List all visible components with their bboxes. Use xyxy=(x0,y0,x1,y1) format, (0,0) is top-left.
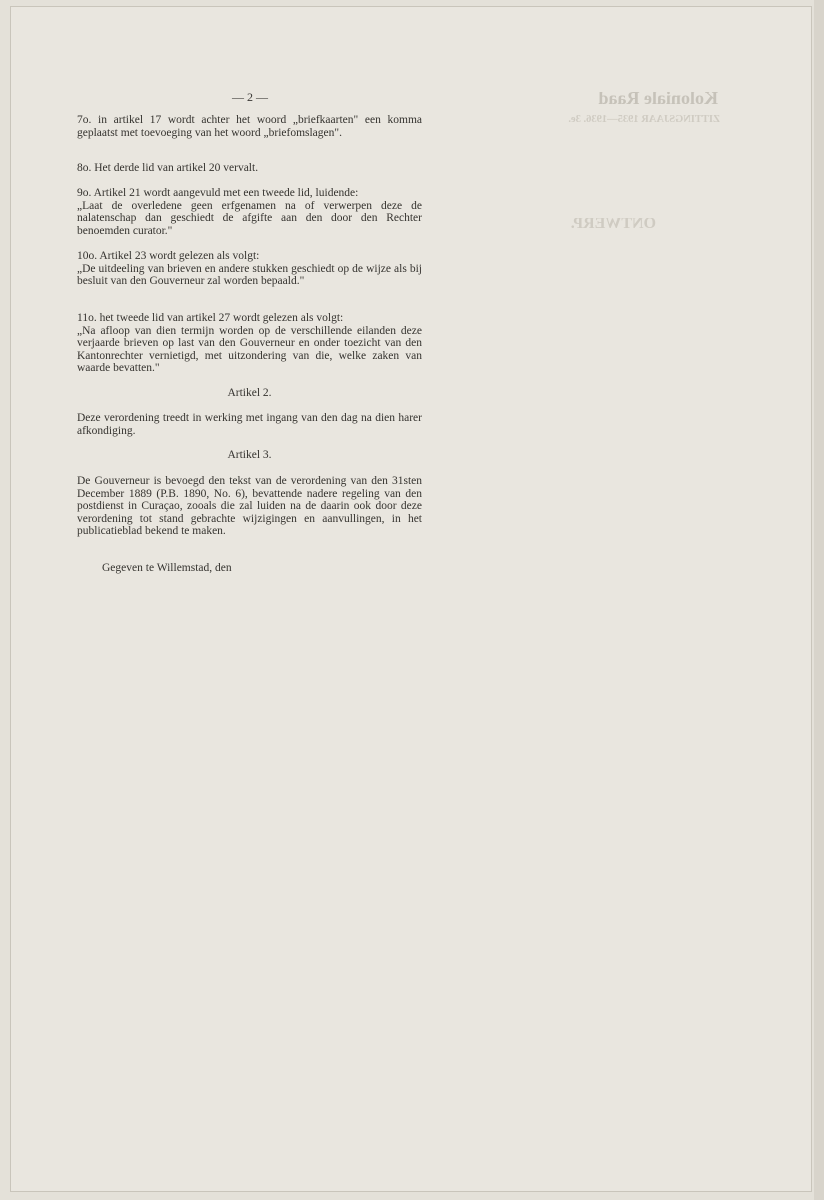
bleed-through-draft: ONTWERP. xyxy=(570,218,656,230)
article-2-body: Deze verordening treedt in werking met ingang van den dag na dien harer afkondiging. xyxy=(77,412,422,437)
document-page xyxy=(10,6,812,1192)
closing-line: Gegeven te Willemstad, den xyxy=(102,562,232,574)
page-number: — 2 — xyxy=(232,90,268,104)
article-3-body: De Gouverneur is bevoegd den tekst van de verordening van den 31sten December 1889 (P.B. 1890, No. 6), bevattende nadere regeling van den postdienst in Curaçao, zooals die zal luiden na de daarin ook door deze verordening tot stand gebrachte wijzigingen en aanvullingen, in het publicatieblad bekend te maken. xyxy=(77,475,422,538)
text-item-10 xyxy=(77,250,422,288)
paragraph-10-intro: 10o. Artikel 23 wordt gelezen als volgt: xyxy=(77,250,260,262)
text-item-9 xyxy=(77,187,422,237)
article-3-heading: Artikel 3. xyxy=(227,449,272,461)
text-item-11 xyxy=(77,312,422,375)
paragraph-7: 7o. in artikel 17 wordt achter het woord „briefkaarten" een komma geplaatst met toevoeging van het woord „briefomslagen". xyxy=(77,114,422,139)
paragraph-11-quote: „Na afloop van dien termijn worden op de verschillende eilanden deze verjaarde brieven op last van den Gouverneur en onder toezicht van den Kantonrechter vernietigd, met uitzondering van die, welke zaken van waarde bevatten." xyxy=(77,324,422,375)
bleed-through-title: Koloniale Raad xyxy=(598,92,718,104)
paragraph-9-quote: „Laat de overledene geen erfgenamen na of verwerpen deze de nalatenschap dan geschiedt de afgifte aan den door den Rechter benoemden curator." xyxy=(77,199,422,237)
text-item-7 xyxy=(77,114,422,139)
paragraph-8: 8o. Het derde lid van artikel 20 vervalt. xyxy=(77,162,259,174)
bleed-through-session: ZITTINGSJAAR 1935—1936. 3e. xyxy=(568,114,720,125)
paragraph-9-intro: 9o. Artikel 21 wordt aangevuld met een tweede lid, luidende: xyxy=(77,187,359,199)
text-item-8 xyxy=(77,162,422,175)
article-2-heading: Artikel 2. xyxy=(227,387,272,399)
page-edge xyxy=(814,0,824,1200)
paragraph-11-intro: 11o. het tweede lid van artikel 27 wordt gelezen als volgt: xyxy=(77,312,344,324)
paragraph-10-quote: „De uitdeeling van brieven en andere stukken geschiedt op de wijze als bij besluit van den Gouverneur zal worden bepaald." xyxy=(77,262,422,288)
